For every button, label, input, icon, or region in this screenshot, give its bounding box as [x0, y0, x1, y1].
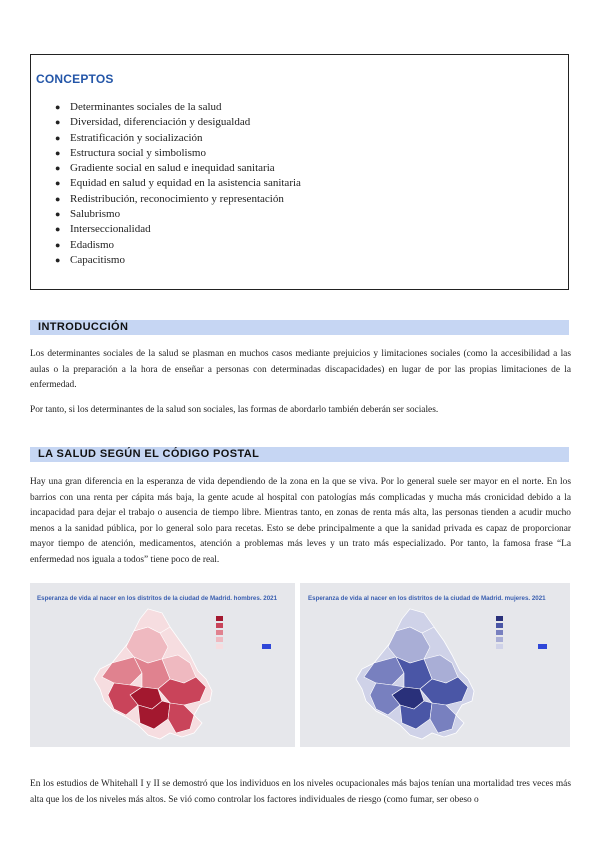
map-women-title: Esperanza de vida al nacer en los distritos de la ciudad de Madrid. mujeres. 2021	[308, 595, 546, 602]
legend-swatch	[538, 644, 547, 649]
map-women	[300, 583, 570, 747]
legend-swatch	[216, 630, 223, 635]
bullet-icon: ●	[55, 239, 61, 250]
bullet-icon: ●	[55, 132, 61, 143]
bullet-icon: ●	[55, 117, 61, 128]
legend-swatch	[496, 644, 503, 649]
intro-paragraph-2: Por tanto, si los determinantes de la salud son sociales, las formas de abordarlo también deberán ser sociales.	[30, 405, 439, 415]
concept-item: ● Determinantes sociales de la salud	[55, 100, 301, 115]
bullet-icon: ●	[55, 147, 61, 158]
legend-swatch	[496, 637, 503, 642]
concept-item: ● Salubrismo	[55, 207, 301, 222]
concept-item: ● Equidad en salud y equidad en la asistencia sanitaria	[55, 176, 301, 191]
legend-swatch	[216, 644, 223, 649]
concept-item: ● Redistribución, reconocimiento y representación	[55, 192, 301, 207]
intro-paragraph-1: Los determinantes sociales de la salud se plasman en muchos casos mediante prejuicios y limitaciones sociales (como la accesibilidad a las aulas o la preparación a la hora de enseñar a personas con determinadas discapacidades) en lugar de por las propias limitaciones de la enfermedad.	[30, 349, 571, 391]
concept-item: ● Estructura social y simbolismo	[55, 146, 301, 161]
whitehall-paragraph: En los estudios de Whitehall I y II se demostró que los individuos en los niveles ocupacionales más bajos tenían una mortalidad tres veces más alta que los de los niveles más altos. Se vió como controlar los factores individuales de riesgo (como fumar, ser obeso o	[30, 779, 571, 805]
map-men	[30, 583, 295, 747]
legend-swatch	[216, 637, 223, 642]
concept-item: ● Diversidad, diferenciación y desigualdad	[55, 115, 301, 130]
concepts-box	[30, 54, 569, 290]
legend-swatch	[262, 644, 271, 649]
legend-swatch	[216, 616, 223, 621]
bullet-icon: ●	[55, 102, 61, 112]
codigo-postal-paragraph: Hay una gran diferencia en la esperanza de vida dependiendo de la zona en la que se viva. Por lo general suele ser mayor en el norte. En los barrios con una renta per cápita más baja, la gente acude al hospital con patologías más complicadas y mucha más cronicidad debido a la incapacidad para dejar el trabajo o ausencia de tiempo libre. Mientras tanto, en zonas de renta más alta, las personas tienden a acudir mucho menos a la sanidad pública, por lo general solo para recetas. Esto se debe principalmente a que la sanidad privada es capaz de proporcionar mayor tiempo de atención, medicamentos, atención a problemas más leves y un trato más especializado. Por tanto, la famosa frase “La enfermedad nos iguala a todos” tiene poco de real.	[30, 477, 571, 565]
section-heading-introduccion: INTRODUCCIÓN	[30, 320, 569, 335]
concept-item: ● Estratificación y socialización	[55, 131, 301, 146]
legend-swatch	[216, 623, 223, 628]
bullet-icon: ●	[55, 224, 61, 235]
concept-item: ● Capacitismo	[55, 253, 301, 268]
concept-item: ● Edadismo	[55, 238, 301, 253]
section-heading-codigo-postal: LA SALUD SEGÚN EL CÓDIGO POSTAL	[30, 447, 569, 462]
bullet-icon: ●	[55, 209, 61, 220]
map-men-title: Esperanza de vida al nacer en los distritos de la ciudad de Madrid. hombres. 2021	[37, 595, 278, 602]
concept-item: ● Gradiente social en salud e inequidad sanitaria	[55, 161, 301, 176]
concepts-title: CONCEPTOS	[36, 72, 114, 86]
bullet-icon: ●	[55, 178, 61, 189]
concepts-list	[55, 100, 301, 268]
legend-swatch	[496, 623, 503, 628]
district-shape	[396, 609, 434, 633]
concept-item: ● Interseccionalidad	[55, 222, 301, 237]
legend-swatch	[496, 630, 503, 635]
bullet-icon: ●	[55, 193, 61, 204]
legend-swatch	[496, 616, 503, 621]
bullet-icon: ●	[55, 163, 61, 174]
bullet-icon: ●	[55, 254, 61, 265]
